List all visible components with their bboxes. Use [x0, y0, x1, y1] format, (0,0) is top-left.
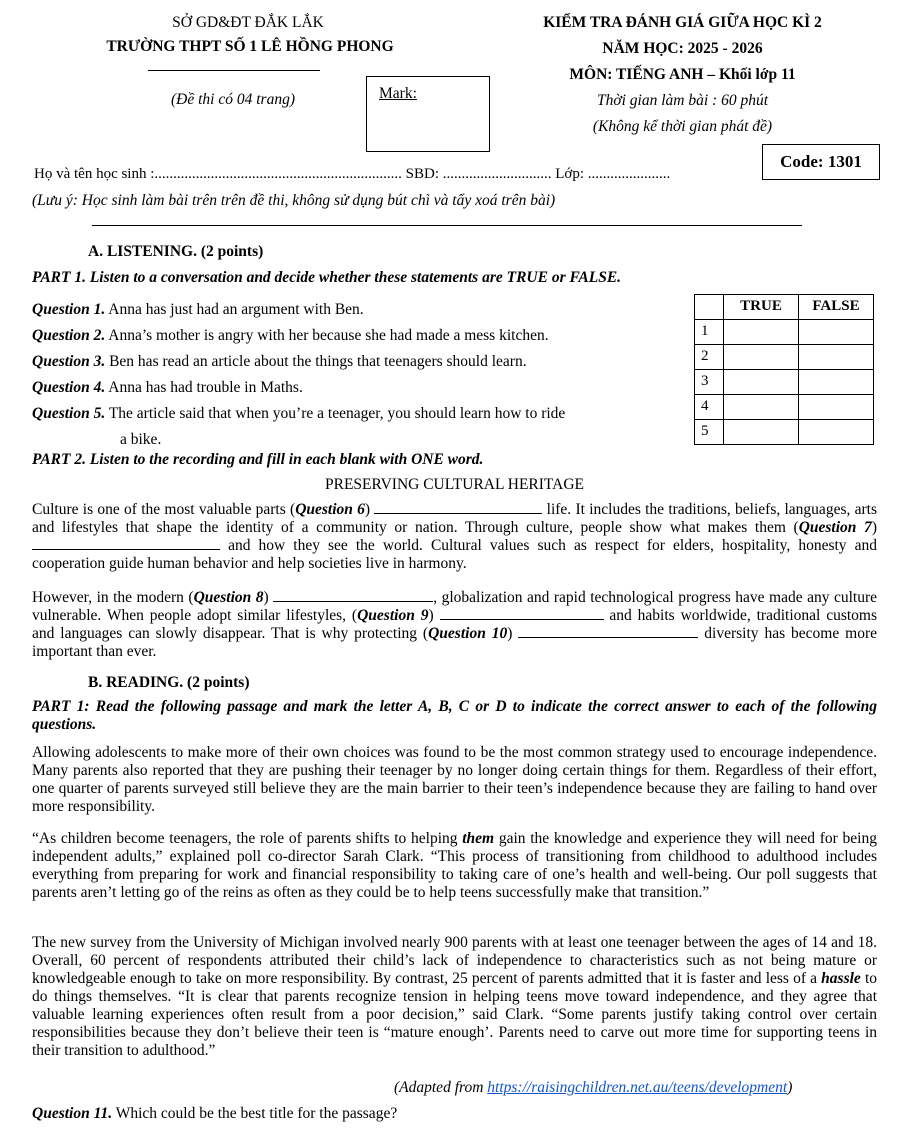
fill-paragraph-1: Culture is one of the most valuable parts (Question 6) life. It includes the traditions, beliefs, languages, arts and lifestyles that shape the identity of a community or nation. Through culture, people show what makes them (Question 7) and how they see the world. Cultural values such as respect for elders, hospitality, honesty and cooperation guide human behavior and help societies live in harmony. [32, 501, 878, 572]
table-row: 4 [695, 395, 874, 420]
question-3: Question 3. Ben has read an article about the things that teenagers should learn. [32, 353, 527, 370]
question-5: Question 5. The article said that when you’re a teenager, you should learn how to ride [32, 405, 566, 422]
instructions-note: (Lưu ý: Học sinh làm bài trên trên đề thi, không sử dụng bút chì và tẩy xoá trên bài) [32, 192, 556, 209]
true-false-table [694, 294, 874, 445]
question-7-label: Question 7 [798, 518, 872, 536]
answer-cell-4-true[interactable] [724, 395, 799, 420]
passage-title: PRESERVING CULTURAL HERITAGE [324, 476, 584, 493]
subject: MÔN: TIẾNG ANH – Khối lớp 11 [569, 66, 796, 83]
question-1: Question 1. Anna has just had an argument with Ben. [32, 301, 364, 318]
part2-instruction: PART 2. Listen to the recording and fill in each blank with ONE word. [32, 451, 484, 468]
question-7-blank[interactable] [32, 537, 220, 550]
exam-time: Thời gian làm bài : 60 phút [596, 92, 769, 109]
pages-note: (Đề thi có 04 trang) [171, 91, 295, 108]
answer-cell-5-true[interactable] [724, 420, 799, 445]
header-divider [148, 70, 320, 71]
part1-questions [32, 301, 682, 449]
reading-part1-instruction: PART 1: Read the following passage and mark the letter A, B, C or D to indicate the correct answer to each of the following questions. [32, 698, 877, 733]
question-5-continued: a bike. [120, 431, 162, 448]
question-2: Question 2. Anna’s mother is angry with her because she had made a mess kitchen. [32, 327, 549, 344]
question-11: Question 11. Which could be the best title for the passage? [32, 1105, 398, 1122]
question-8-blank[interactable] [273, 589, 433, 602]
question-9-blank[interactable] [440, 607, 604, 620]
question-6-label: Question 6 [295, 501, 365, 518]
table-row: 5 [695, 420, 874, 445]
fill-paragraph-2: However, in the modern (Question 8) , globalization and rapid technological progress have made any culture vulnerable. When people adopt similar lifestyles, (Question 9) and habits worldwide, traditional customs and languages can slowly disappear. That is why protecting (Question 10) diversity has become more important than ever. [32, 589, 878, 660]
table-header-blank [695, 295, 724, 320]
answer-cell-3-false[interactable] [799, 370, 874, 395]
exam-time-note: (Không kể thời gian phát đề) [592, 118, 773, 135]
question-6-blank[interactable] [374, 501, 542, 514]
answer-cell-3-true[interactable] [724, 370, 799, 395]
student-info-line: Họ và tên học sinh :.................................................................. SBD: ............................. Lớp: ...................... [34, 166, 671, 182]
question-10-blank[interactable] [518, 625, 698, 638]
reading-paragraph-3: The new survey from the University of Michigan involved nearly 900 parents with at least one teenager between the ages of 14 and 18. Overall, 60 percent of respondents attributed their child’s lack of independence to characteristics such as not being mature or knowledgeable enough to take on more responsibility. By contrast, 25 percent of parents admitted that it is faster and less of a hassle to do things themselves. “It is clear that parents recognize tension in helping teens move toward independence, and they agree that valuable learning experiences often result from a poor decision,” said Clark. “Some parents justify taking control over certain responsibilities because they don’t believe their teen is “mature enough’. Parents need to carve out more time for supporting teens in their transition to adulthood.” [32, 934, 877, 1059]
exam-code-box: Code: 1301 [762, 144, 880, 180]
mark-box [366, 76, 490, 152]
source-citation: (Adapted from https://raisingchildren.net.au/teens/development) [394, 1079, 793, 1096]
exam-title: KIỂM TRA ĐÁNH GIÁ GIỮA HỌC KÌ 2 [543, 14, 822, 31]
reading-paragraph-1: Allowing adolescents to make more of their own choices was found to be the most common strategy used to encourage independence. Many parents also reported that they are pushing their teenager by no longer doing certain things for them. Regardless of their effort, one quarter of parents surveyed still believe they are the main barrier to their teen’s independence because they are failing to hand over more responsibility. [32, 744, 877, 815]
school-name: TRƯỜNG THPT SỐ 1 LÊ HỒNG PHONG [106, 38, 394, 55]
reading-paragraph-2: “As children become teenagers, the role of parents shifts to helping them gain the knowledge and experience they will need for being independent adults,” explained poll co-director Sarah Clark. “This process of transitioning from childhood to adulthood includes everything from preparing for work and financial responsibility to taking care of one’s health and well-being. Our poll suggests that parents aren’t letting go of the reins as often as they could be to help teens successfully make that transition.” [32, 830, 877, 901]
answer-cell-1-false[interactable] [799, 320, 874, 345]
question-9-label: Question 9 [357, 606, 429, 624]
part1-instruction: PART 1. Listen to a conversation and decide whether these statements are TRUE or FALSE. [32, 269, 622, 286]
section-b-title: B. READING. (2 points) [88, 674, 250, 691]
mark-label: Mark: [379, 85, 417, 102]
answer-cell-2-true[interactable] [724, 345, 799, 370]
answer-cell-4-false[interactable] [799, 395, 874, 420]
answer-cell-2-false[interactable] [799, 345, 874, 370]
table-header-row [695, 295, 874, 320]
table-row: 2 [695, 345, 874, 370]
answer-cell-5-false[interactable] [799, 420, 874, 445]
school-year: NĂM HỌC: 2025 - 2026 [602, 40, 763, 57]
table-row: 3 [695, 370, 874, 395]
question-8-label: Question 8 [193, 589, 264, 606]
table-header-true: TRUE [724, 295, 799, 320]
question-4: Question 4. Anna has had trouble in Maths. [32, 379, 303, 396]
source-link[interactable]: https://raisingchildren.net.au/teens/development [487, 1079, 788, 1096]
answer-cell-1-true[interactable] [724, 320, 799, 345]
table-row: 1 [695, 320, 874, 345]
header-rule [92, 225, 802, 226]
vocab-word-hassle: hassle [821, 969, 861, 987]
reference-word-them: them [462, 830, 495, 847]
section-a-title: A. LISTENING. (2 points) [88, 243, 264, 260]
department-name: SỞ GD&ĐT ĐẮK LẮK [172, 14, 324, 31]
question-10-label: Question 10 [428, 624, 508, 642]
table-header-false: FALSE [799, 295, 874, 320]
